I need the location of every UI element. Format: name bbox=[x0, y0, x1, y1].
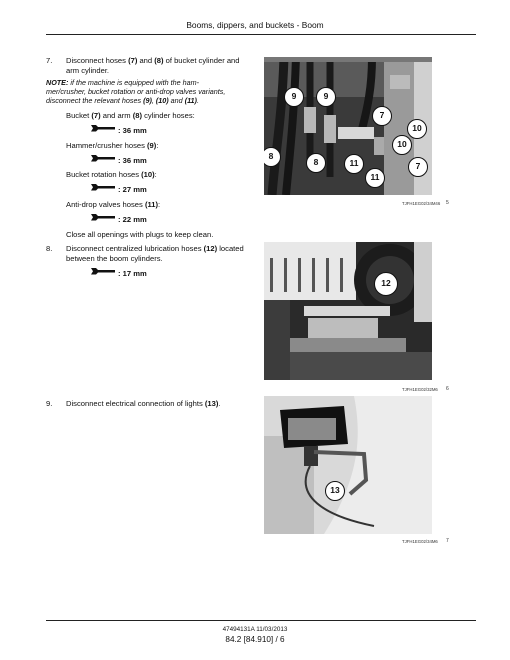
figure-6-photo bbox=[264, 242, 432, 380]
wrench-icon bbox=[90, 153, 116, 163]
callout-12: 12 bbox=[374, 272, 398, 296]
wrench-icon bbox=[90, 212, 116, 222]
step-8-text: Disconnect centralized lubrication hoses (12) located between the boom cylinders. bbox=[66, 244, 244, 263]
callout-7: 7 bbox=[408, 157, 428, 177]
rotation-hoses-label: Bucket rotation hoses (10): bbox=[66, 170, 157, 179]
work-light-illustration bbox=[264, 396, 432, 534]
bucket-arm-hoses-label: Bucket (7) and arm (8) cylinder hoses: bbox=[66, 111, 195, 120]
figure-5-caption: TJFH1EG02/34M46 bbox=[402, 201, 441, 206]
wrench-size-36-a: : 36 mm bbox=[118, 126, 147, 135]
callout-10: 10 bbox=[407, 119, 427, 139]
footer-doc-id: 47494131A 11/03/2013 bbox=[222, 626, 288, 633]
callout-7: 7 bbox=[372, 106, 392, 126]
callout-13: 13 bbox=[325, 481, 345, 501]
wrench-icon bbox=[90, 123, 116, 133]
wrench-icon bbox=[90, 266, 116, 276]
wrench-size-22: : 22 mm bbox=[118, 215, 147, 224]
footer-rule bbox=[46, 620, 476, 621]
callout-8: 8 bbox=[306, 153, 326, 173]
footer-page-number: 84.2 [84.910] / 6 bbox=[225, 635, 285, 644]
antidrop-hoses-label: Anti-drop valves hoses (11): bbox=[66, 200, 161, 209]
callout-11: 11 bbox=[365, 168, 385, 188]
callout-10: 10 bbox=[392, 135, 412, 155]
page-header-title: Booms, dippers, and buckets - Boom bbox=[186, 20, 324, 30]
step-8-number: 8. bbox=[46, 244, 53, 253]
hammer-hoses-label: Hammer/crusher hoses (9): bbox=[66, 141, 159, 150]
wrench-size-27: : 27 mm bbox=[118, 185, 147, 194]
figure-6-number: 6 bbox=[446, 386, 449, 392]
close-openings-text: Close all openings with plugs to keep clean. bbox=[66, 230, 214, 239]
callout-9: 9 bbox=[316, 87, 336, 107]
callout-11: 11 bbox=[344, 154, 364, 174]
figure-5-photo bbox=[264, 57, 432, 195]
lubrication-block-illustration bbox=[264, 242, 432, 380]
wrench-size-36-b: : 36 mm bbox=[118, 156, 147, 165]
figure-7-number: 7 bbox=[446, 538, 449, 544]
note-text: NOTE: if the machine is equipped with the ham- mer/crusher, bucket rotation or anti-drop valves variants, disconnect the relevant hoses (9), (10) and (11). bbox=[46, 78, 226, 106]
wrench-icon bbox=[90, 182, 116, 192]
step-7-number: 7. bbox=[46, 56, 53, 65]
step-9-text: Disconnect electrical connection of lights (13). bbox=[66, 399, 221, 408]
figure-5-number: 5 bbox=[446, 200, 449, 206]
step-9-number: 9. bbox=[46, 399, 53, 408]
figure-7-photo bbox=[264, 396, 432, 534]
callout-9: 9 bbox=[284, 87, 304, 107]
callout-8: 8 bbox=[264, 147, 281, 167]
figure-6-caption: TJFH1EG02/32M6 bbox=[402, 387, 438, 392]
wrench-size-17: : 17 mm bbox=[118, 269, 147, 278]
header-rule bbox=[46, 34, 476, 35]
step-7-text: Disconnect hoses (7) and (8) of bucket cylinder and arm cylinder. bbox=[66, 56, 240, 75]
figure-7-caption: TJFH1EG02/34M6 bbox=[402, 539, 438, 544]
